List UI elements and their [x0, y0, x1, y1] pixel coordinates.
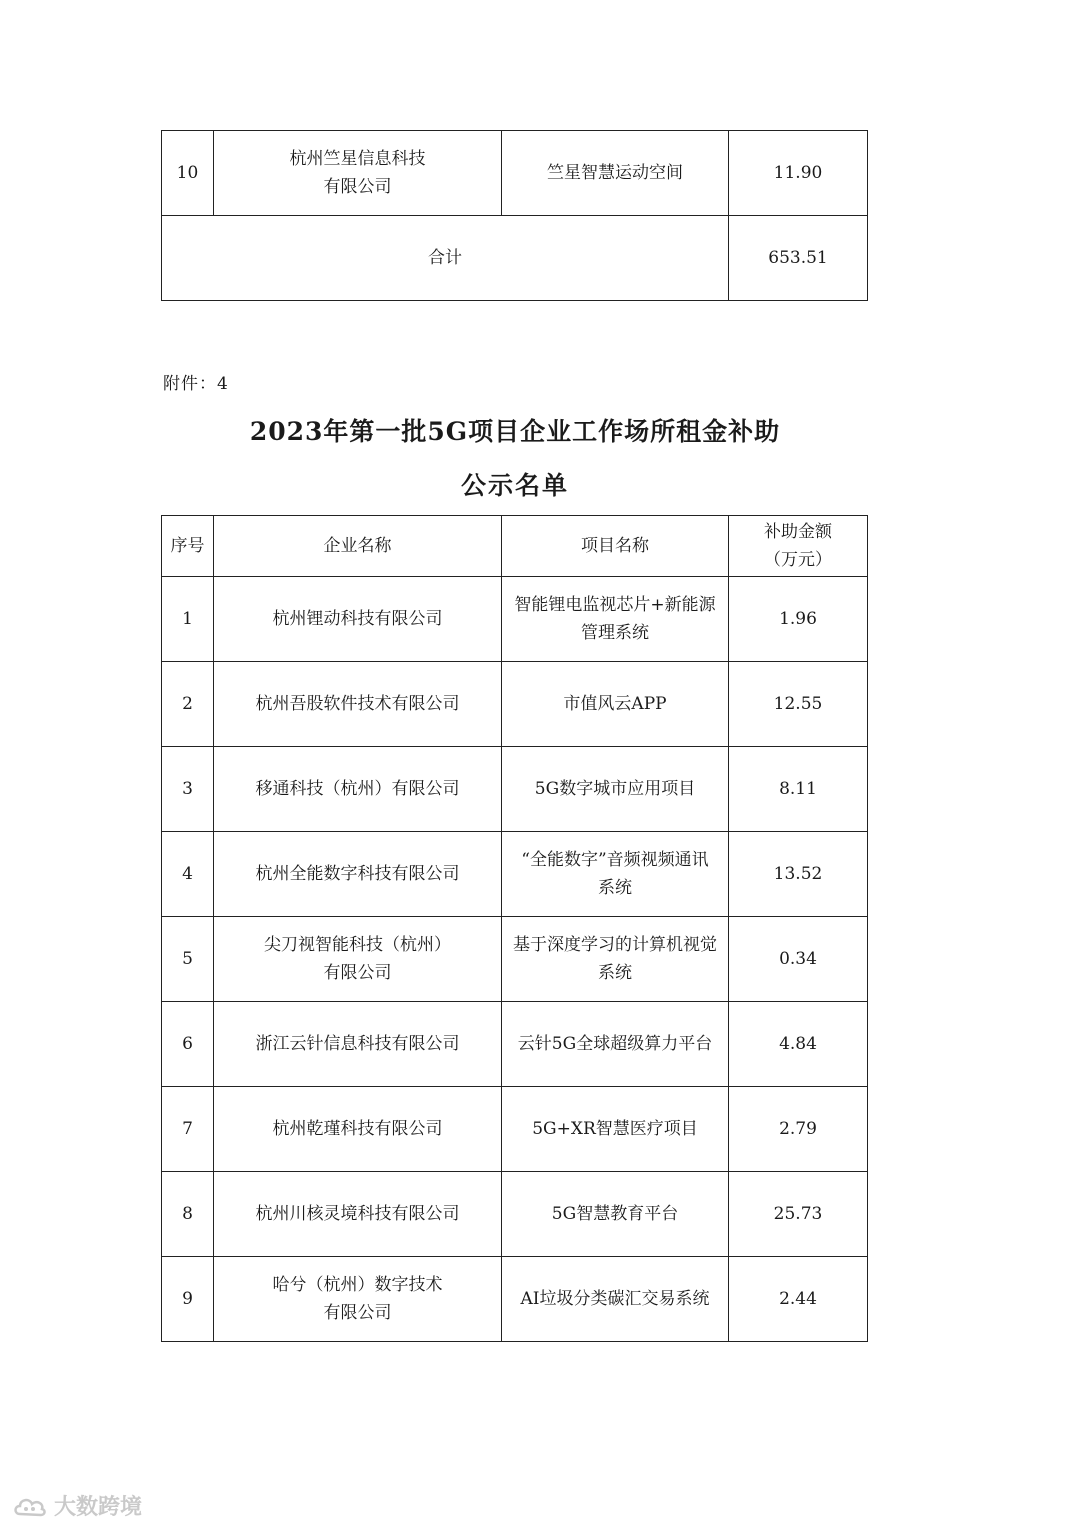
header-project: 项目名称: [502, 516, 729, 577]
row-number: 3: [162, 747, 214, 832]
project-name: 5G数字城市应用项目: [502, 747, 729, 832]
subsidy-amount: 1.96: [729, 577, 868, 662]
company-name: 移通科技（杭州）有限公司: [214, 747, 502, 832]
company-name: 浙江云针信息科技有限公司: [214, 1002, 502, 1087]
project-name: 5G智慧教育平台: [502, 1172, 729, 1257]
header-amount: 补助金额 （万元）: [729, 516, 868, 577]
subsidy-amount: 12.55: [729, 662, 868, 747]
header-number: 序号: [162, 516, 214, 577]
company-name: 杭州川核灵境科技有限公司: [214, 1172, 502, 1257]
company-name: 杭州乾瑾科技有限公司: [214, 1087, 502, 1172]
total-label: 合计: [162, 216, 729, 301]
table-row: [162, 917, 868, 1002]
subsidy-amount: 2.79: [729, 1087, 868, 1172]
table-row: [162, 131, 868, 216]
row-number: 7: [162, 1087, 214, 1172]
table-row: [162, 1002, 868, 1087]
subsidy-amount: 11.90: [729, 131, 868, 216]
table-header-row: [162, 516, 868, 577]
project-name: 智能锂电监视芯片+新能源 管理系统: [502, 577, 729, 662]
company-name: 杭州锂动科技有限公司: [214, 577, 502, 662]
table-row: [162, 1087, 868, 1172]
project-name: “全能数字”音频视频通讯 系统: [502, 832, 729, 917]
project-name: 5G+XR智慧医疗项目: [502, 1087, 729, 1172]
company-name: 哈兮（杭州）数字技术 有限公司: [214, 1257, 502, 1342]
subsidy-amount: 2.44: [729, 1257, 868, 1342]
cloud-logo-icon: [12, 1494, 48, 1518]
total-row: [162, 216, 868, 301]
table-row: [162, 1172, 868, 1257]
row-number: 2: [162, 662, 214, 747]
row-number: 5: [162, 917, 214, 1002]
project-name: 竺星智慧运动空间: [502, 131, 729, 216]
table-row: [162, 662, 868, 747]
project-name: 市值风云APP: [502, 662, 729, 747]
previous-table: [161, 130, 868, 301]
document-title: 2023年第一批5G项目企业工作场所租金补助: [249, 417, 781, 446]
watermark: [12, 1490, 142, 1521]
row-number: 10: [162, 131, 214, 216]
company-name: 尖刀视智能科技（杭州） 有限公司: [214, 917, 502, 1002]
row-number: 1: [162, 577, 214, 662]
subsidy-amount: 4.84: [729, 1002, 868, 1087]
subsidy-amount: 0.34: [729, 917, 868, 1002]
attachment-label: 附件：4: [163, 374, 229, 394]
project-name: 基于深度学习的计算机视觉 系统: [502, 917, 729, 1002]
watermark-text: 大数跨境: [54, 1495, 143, 1520]
project-name: 云针5G全球超级算力平台: [502, 1002, 729, 1087]
header-company: 企业名称: [214, 516, 502, 577]
document-subtitle: 公示名单: [460, 471, 569, 500]
row-number: 4: [162, 832, 214, 917]
company-name: 杭州吾股软件技术有限公司: [214, 662, 502, 747]
table-row: [162, 832, 868, 917]
company-name: 杭州竺星信息科技 有限公司: [214, 131, 502, 216]
subsidy-amount: 8.11: [729, 747, 868, 832]
company-name: 杭州全能数字科技有限公司: [214, 832, 502, 917]
row-number: 9: [162, 1257, 214, 1342]
row-number: 6: [162, 1002, 214, 1087]
table-row: [162, 1257, 868, 1342]
row-number: 8: [162, 1172, 214, 1257]
table-row: [162, 747, 868, 832]
project-name: AI垃圾分类碳汇交易系统: [502, 1257, 729, 1342]
subsidy-amount: 25.73: [729, 1172, 868, 1257]
table-row: [162, 577, 868, 662]
subsidy-amount: 13.52: [729, 832, 868, 917]
total-amount: 653.51: [729, 216, 868, 301]
subsidy-list-table: [161, 515, 868, 1342]
